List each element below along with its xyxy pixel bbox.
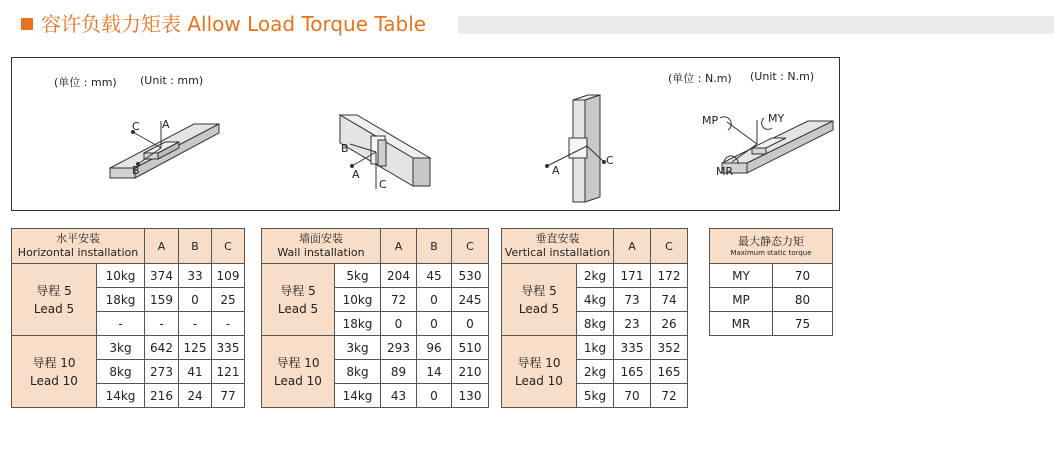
lead-5-group: 导程 5 Lead 5 [12, 264, 97, 336]
header-horizontal [12, 229, 145, 264]
lead-5-group: 导程 5 Lead 5 [502, 264, 577, 336]
lead-10-group: 导程 10 Lead 10 [12, 336, 97, 408]
lead-10-group: 导程 10 Lead 10 [262, 336, 335, 408]
vertical-installation-diagram [546, 95, 606, 202]
header-vertical [502, 229, 614, 264]
load-cell: 14kg [97, 384, 145, 408]
value-b: 41 [179, 360, 212, 384]
col-a: A [145, 229, 179, 264]
load-cell: 18kg [335, 312, 381, 336]
section-title: 容许负载力矩表 Allow Load Torque Table [41, 12, 427, 36]
load-cell: 8kg [97, 360, 145, 384]
header-en: Horizontal installation [17, 246, 139, 259]
moment-label-mp: MP [702, 114, 719, 127]
header-static [710, 229, 833, 264]
torque-value: 80 [773, 288, 833, 312]
load-cell: 1kg [577, 336, 614, 360]
value-c: 510 [452, 336, 489, 360]
col-c: C [212, 229, 245, 264]
value-a: 642 [145, 336, 179, 360]
load-cell: 8kg [335, 360, 381, 384]
header-en: Wall installation [277, 246, 365, 259]
load-cell: 5kg [335, 264, 381, 288]
value-c: 530 [452, 264, 489, 288]
table-header-row [262, 229, 489, 264]
value-c: 335 [212, 336, 245, 360]
col-c: C [452, 229, 489, 264]
header-cn: 墙面安装 [299, 232, 343, 245]
value-c: 245 [452, 288, 489, 312]
value-b: 125 [179, 336, 212, 360]
value-a: 171 [614, 264, 651, 288]
torque-name: MP [710, 288, 773, 312]
value-b: 0 [417, 384, 452, 408]
table-row [710, 288, 833, 312]
wall-installation-table [261, 228, 489, 408]
value-a: 204 [381, 264, 417, 288]
value-c: 121 [212, 360, 245, 384]
unit-mm-cn: (单位 : mm) [54, 76, 117, 89]
header-cn: 最大静态力矩 [738, 234, 804, 248]
unit-nm-cn: (单位 : N.m) [668, 72, 732, 85]
load-cell: 2kg [577, 264, 614, 288]
value-a: 70 [614, 384, 651, 408]
load-cell: 10kg [335, 288, 381, 312]
col-b: B [417, 229, 452, 264]
table-header-row [710, 229, 833, 264]
value-c: 0 [452, 312, 489, 336]
vertical-installation-table [501, 228, 688, 408]
table-row [502, 336, 688, 360]
table-row [12, 264, 245, 288]
value-c: 165 [651, 360, 688, 384]
value-c: 109 [212, 264, 245, 288]
table-row [710, 264, 833, 288]
load-cell: 8kg [577, 312, 614, 336]
value-a: 273 [145, 360, 179, 384]
value-a: 0 [381, 312, 417, 336]
moment-label-my: MY [768, 112, 785, 125]
moment-diagram [720, 117, 833, 173]
torque-name: MY [710, 264, 773, 288]
torque-value: 75 [773, 312, 833, 336]
wall-label-a: A [352, 168, 360, 181]
unit-nm-en: (Unit : N.m) [750, 70, 815, 83]
value-a: 159 [145, 288, 179, 312]
table-row [502, 264, 688, 288]
header-cn: 水平安装 [56, 232, 100, 245]
value-c: 210 [452, 360, 489, 384]
value-b: 0 [179, 288, 212, 312]
value-a: 374 [145, 264, 179, 288]
installation-diagram-panel [11, 57, 840, 211]
torque-value: 70 [773, 264, 833, 288]
value-a: 73 [614, 288, 651, 312]
value-b: 14 [417, 360, 452, 384]
max-static-torque-table [709, 228, 833, 336]
value-a: 165 [614, 360, 651, 384]
lead-5-group: 导程 5 Lead 5 [262, 264, 335, 336]
load-cell: 3kg [335, 336, 381, 360]
table-header-row [502, 229, 688, 264]
horizontal-installation-table [11, 228, 245, 408]
col-a: A [381, 229, 417, 264]
value-a: 23 [614, 312, 651, 336]
value-c: 26 [651, 312, 688, 336]
value-c: - [212, 312, 245, 336]
value-a: 43 [381, 384, 417, 408]
col-a: A [614, 229, 651, 264]
load-cell: 3kg [97, 336, 145, 360]
load-cell: 2kg [577, 360, 614, 384]
value-a: - [145, 312, 179, 336]
table-row [262, 264, 489, 288]
header-wall [262, 229, 381, 264]
value-c: 352 [651, 336, 688, 360]
value-c: 74 [651, 288, 688, 312]
vertical-label-a: A [552, 164, 560, 177]
value-c: 72 [651, 384, 688, 408]
header-cn: 垂直安装 [535, 232, 580, 245]
value-b: 0 [417, 288, 452, 312]
vertical-label-c: C [606, 154, 614, 167]
load-cell: - [97, 312, 145, 336]
value-b: 45 [417, 264, 452, 288]
horizontal-label-c: C [132, 120, 140, 133]
title-marker-icon [21, 18, 33, 30]
title-divider [458, 16, 1054, 34]
col-b: B [179, 229, 212, 264]
value-a: 293 [381, 336, 417, 360]
load-cell: 4kg [577, 288, 614, 312]
value-b: - [179, 312, 212, 336]
table-header-row [12, 229, 245, 264]
value-a: 216 [145, 384, 179, 408]
value-c: 172 [651, 264, 688, 288]
value-c: 130 [452, 384, 489, 408]
value-b: 96 [417, 336, 452, 360]
moment-label-mr: MR [716, 165, 734, 178]
unit-mm-en: (Unit : mm) [140, 74, 204, 87]
table-row [262, 336, 489, 360]
value-b: 24 [179, 384, 212, 408]
load-cell: 5kg [577, 384, 614, 408]
header-en: Vertical installation [504, 246, 611, 259]
load-cell: 18kg [97, 288, 145, 312]
load-cell: 14kg [335, 384, 381, 408]
col-c: C [651, 229, 688, 264]
value-a: 72 [381, 288, 417, 312]
table-row [12, 336, 245, 360]
lead-10-group: 导程 10 Lead 10 [502, 336, 577, 408]
horizontal-label-a: A [162, 118, 170, 131]
load-cell: 10kg [97, 264, 145, 288]
value-b: 33 [179, 264, 212, 288]
value-a: 89 [381, 360, 417, 384]
torque-name: MR [710, 312, 773, 336]
header-en: Maximum static torque [730, 248, 812, 257]
horizontal-label-b: B [132, 164, 140, 177]
value-c: 77 [212, 384, 245, 408]
value-a: 335 [614, 336, 651, 360]
value-b: 0 [417, 312, 452, 336]
wall-label-c: C [379, 178, 387, 191]
table-row [710, 312, 833, 336]
installation-diagrams [12, 58, 841, 212]
section-title-bar [14, 8, 1054, 38]
value-c: 25 [212, 288, 245, 312]
wall-label-b: B [341, 142, 349, 155]
